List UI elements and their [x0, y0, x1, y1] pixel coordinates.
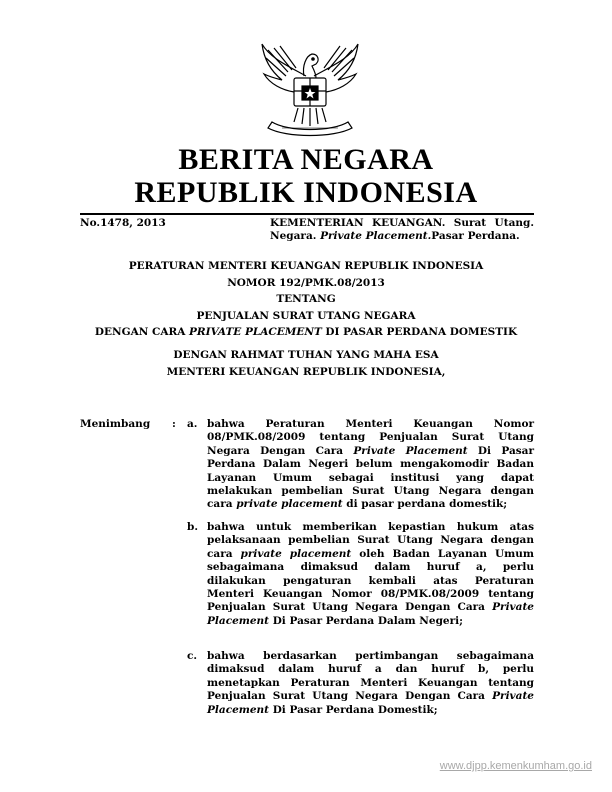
garuda-pancasila-emblem-icon	[258, 36, 362, 140]
regulation-line4: PENJUALAN SURAT UTANG NEGARA	[196, 309, 416, 322]
masthead-divider	[80, 213, 534, 215]
subject-line1: KEMENTERIAN KEUANGAN. Surat Utang.	[270, 217, 534, 229]
item-line: cara private placement di pasar perdana domestik;	[207, 498, 508, 511]
menimbang-colon: :	[172, 418, 176, 430]
preamble-line1: DENGAN RAHMAT TUHAN YANG MAHA ESA	[173, 349, 439, 361]
subject-line2	[270, 230, 520, 242]
item-line: pelaksanaan pembelian Surat Utang Negara dengan	[207, 534, 534, 547]
item-line: Perdana Dalam Negeri belum mengakomodir Badan	[207, 458, 534, 471]
item-text	[207, 650, 534, 717]
regulation-line3: TENTANG	[276, 293, 336, 305]
regulation-heading	[0, 258, 612, 341]
item-label: c.	[187, 650, 198, 662]
item-text	[207, 418, 534, 512]
item-line: Layanan Umum sebagai institusi yang dapat	[207, 471, 534, 484]
regulation-line2: NOMOR 192/PMK.08/2013	[227, 276, 385, 289]
item-label: b.	[187, 521, 198, 533]
item-line: Penjualan Surat Utang Negara Dengan Cara Private	[207, 601, 534, 614]
regulation-line5-a: DENGAN CARA	[94, 326, 190, 338]
item-text	[207, 521, 534, 628]
document-number: No.1478, 2013	[80, 217, 166, 229]
item-line: menetapkan Peraturan Menteri Keuangan tentang	[207, 676, 534, 689]
item-line: dilakukan pengaturan kembali atas Peraturan	[207, 574, 534, 587]
item-line: Menteri Keuangan Nomor 08/PMK.08/2009 tentang	[207, 588, 534, 601]
subject-line2-italic: Private Placement.	[320, 230, 432, 242]
item-label: a.	[187, 418, 198, 430]
masthead-title-line1: BERITA NEGARA	[178, 143, 434, 176]
preamble	[0, 347, 612, 380]
regulation-line1: PERATURAN MENTERI KEUANGAN REPUBLIK INDONESIA	[128, 260, 484, 272]
item-line: bahwa berdasarkan pertimbangan sebagaimana	[207, 650, 534, 662]
document-subject	[270, 217, 534, 243]
menimbang-label: Menimbang	[80, 418, 151, 430]
item-line: cara private placement oleh Badan Layanan Umum	[207, 547, 535, 560]
item-line: melakukan pembelian Surat Utang Negara dengan	[207, 485, 534, 498]
regulation-line5-b: DI PASAR PERDANA DOMESTIK	[321, 326, 518, 338]
item-line: Negara Dengan Cara Private Placement Di Pasar	[207, 444, 534, 457]
regulation-line5	[0, 324, 612, 341]
footer-website-link[interactable]: www.djpp.kemenkumham.go.id	[439, 760, 592, 772]
regulation-line5-italic: PRIVATE PLACEMENT	[189, 326, 322, 338]
preamble-line2: MENTERI KEUANGAN REPUBLIK INDONESIA,	[166, 365, 446, 378]
item-line: Placement Di Pasar Perdana Domestik;	[207, 703, 438, 716]
item-line: Penjualan Surat Utang Negara Dengan Cara Private	[207, 690, 534, 703]
masthead-title-line2: REPUBLIK INDONESIA	[134, 176, 478, 209]
item-line: dimaksud dalam huruf a dan huruf b, perlu	[207, 663, 534, 676]
subject-line2-b: Pasar Perdana.	[431, 230, 520, 242]
item-line: sebagaimana dimaksud dalam huruf a, perlu	[207, 561, 534, 574]
item-line: bahwa Peraturan Menteri Keuangan Nomor	[207, 418, 534, 430]
subject-line2-a: Negara.	[270, 230, 321, 242]
item-line: 08/PMK.08/2009 tentang Penjualan Surat Utang	[207, 431, 534, 444]
item-line: Placement Di Pasar Perdana Dalam Negeri;	[207, 614, 463, 627]
item-line: bahwa untuk memberikan kepastian hukum atas	[207, 521, 534, 533]
